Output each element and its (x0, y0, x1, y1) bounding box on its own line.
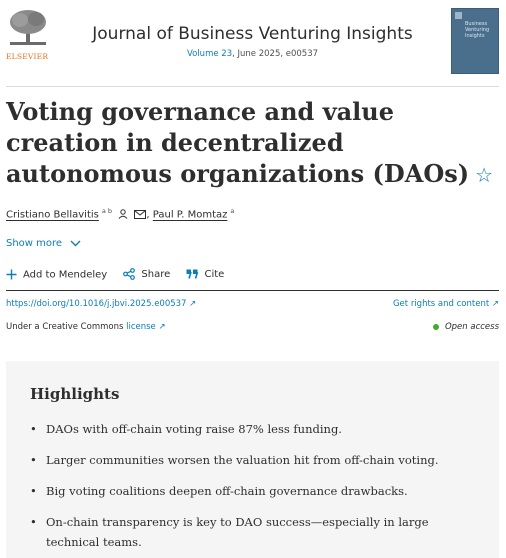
issue-info (6, 49, 499, 59)
external-link-icon: ↗ (189, 299, 197, 309)
journal-masthead (6, 8, 499, 86)
author-link[interactable]: Cristiano Bellavitis (6, 209, 99, 221)
mendeley-label: Add to Mendeley (23, 269, 108, 280)
star-outline-icon[interactable]: ☆ (475, 163, 494, 187)
author-affiliation[interactable]: a (230, 207, 235, 215)
article-title: Voting governance and value creation in decentralized autonomous organizations (DAOs) ☆ (6, 97, 494, 188)
external-link-icon: ↗ (491, 299, 499, 309)
license-info (6, 322, 166, 332)
show-more-label: Show more (6, 238, 63, 249)
chevron-down-icon (70, 240, 81, 247)
share-label: Share (141, 269, 171, 280)
author-list: Cristiano Bellavitis $^{a b}$ , Paul P. Momtaz $^a$ (6, 207, 235, 221)
journal-cover-image[interactable] (451, 8, 499, 74)
license-link[interactable]: license ↗ (126, 322, 166, 332)
share-button[interactable] (123, 268, 170, 280)
divider (6, 86, 499, 87)
cite-button[interactable] (186, 269, 224, 280)
quote-icon (186, 269, 198, 279)
envelope-icon[interactable] (134, 210, 146, 219)
person-icon[interactable] (118, 209, 128, 219)
journal-title[interactable]: Journal of Business Venturing Insights (92, 24, 413, 44)
elsevier-wordmark: ELSEVIER (6, 52, 49, 61)
highlights-heading: Highlights (30, 385, 120, 403)
license-prefix: Under a Creative Commons (6, 322, 127, 332)
add-to-mendeley-button[interactable] (6, 269, 107, 281)
highlights-section (6, 361, 499, 558)
cover-title: Business Venturing Insights (465, 21, 490, 39)
highlight-item: • Big voting coalitions deepen off-chain governance drawbacks. (30, 481, 450, 501)
cite-label: Cite (204, 269, 225, 280)
issue-details: , June 2025, e00537 (232, 49, 319, 59)
highlight-item: • DAOs with off-chain voting raise 87% less funding. (30, 419, 450, 439)
highlight-item: • Larger communities worsen the valuation hit from off-chain voting. (30, 450, 450, 470)
open-access-dot-icon (433, 324, 439, 330)
highlight-item: • On-chain transparency is key to DAO success—especially in large technical teams. (30, 512, 450, 552)
author-link[interactable]: Paul P. Momtaz (152, 209, 228, 221)
volume-link[interactable]: Volume 23 (186, 49, 233, 59)
rights-link[interactable]: Get rights and content ↗ (392, 299, 499, 309)
external-link-icon: ↗ (158, 322, 166, 332)
show-more-toggle[interactable] (6, 238, 81, 249)
article-actions (6, 268, 237, 280)
share-icon (123, 268, 135, 280)
divider (6, 290, 499, 291)
author-affiliation[interactable]: a b (101, 207, 113, 215)
doi-link[interactable]: https://doi.org/10.1016/j.jbvi.2025.e00537 ↗ (6, 299, 197, 309)
open-access-badge: Open access (433, 322, 499, 332)
highlights-list (30, 419, 450, 558)
cover-logo-icon (455, 12, 462, 19)
plus-icon (6, 269, 17, 280)
